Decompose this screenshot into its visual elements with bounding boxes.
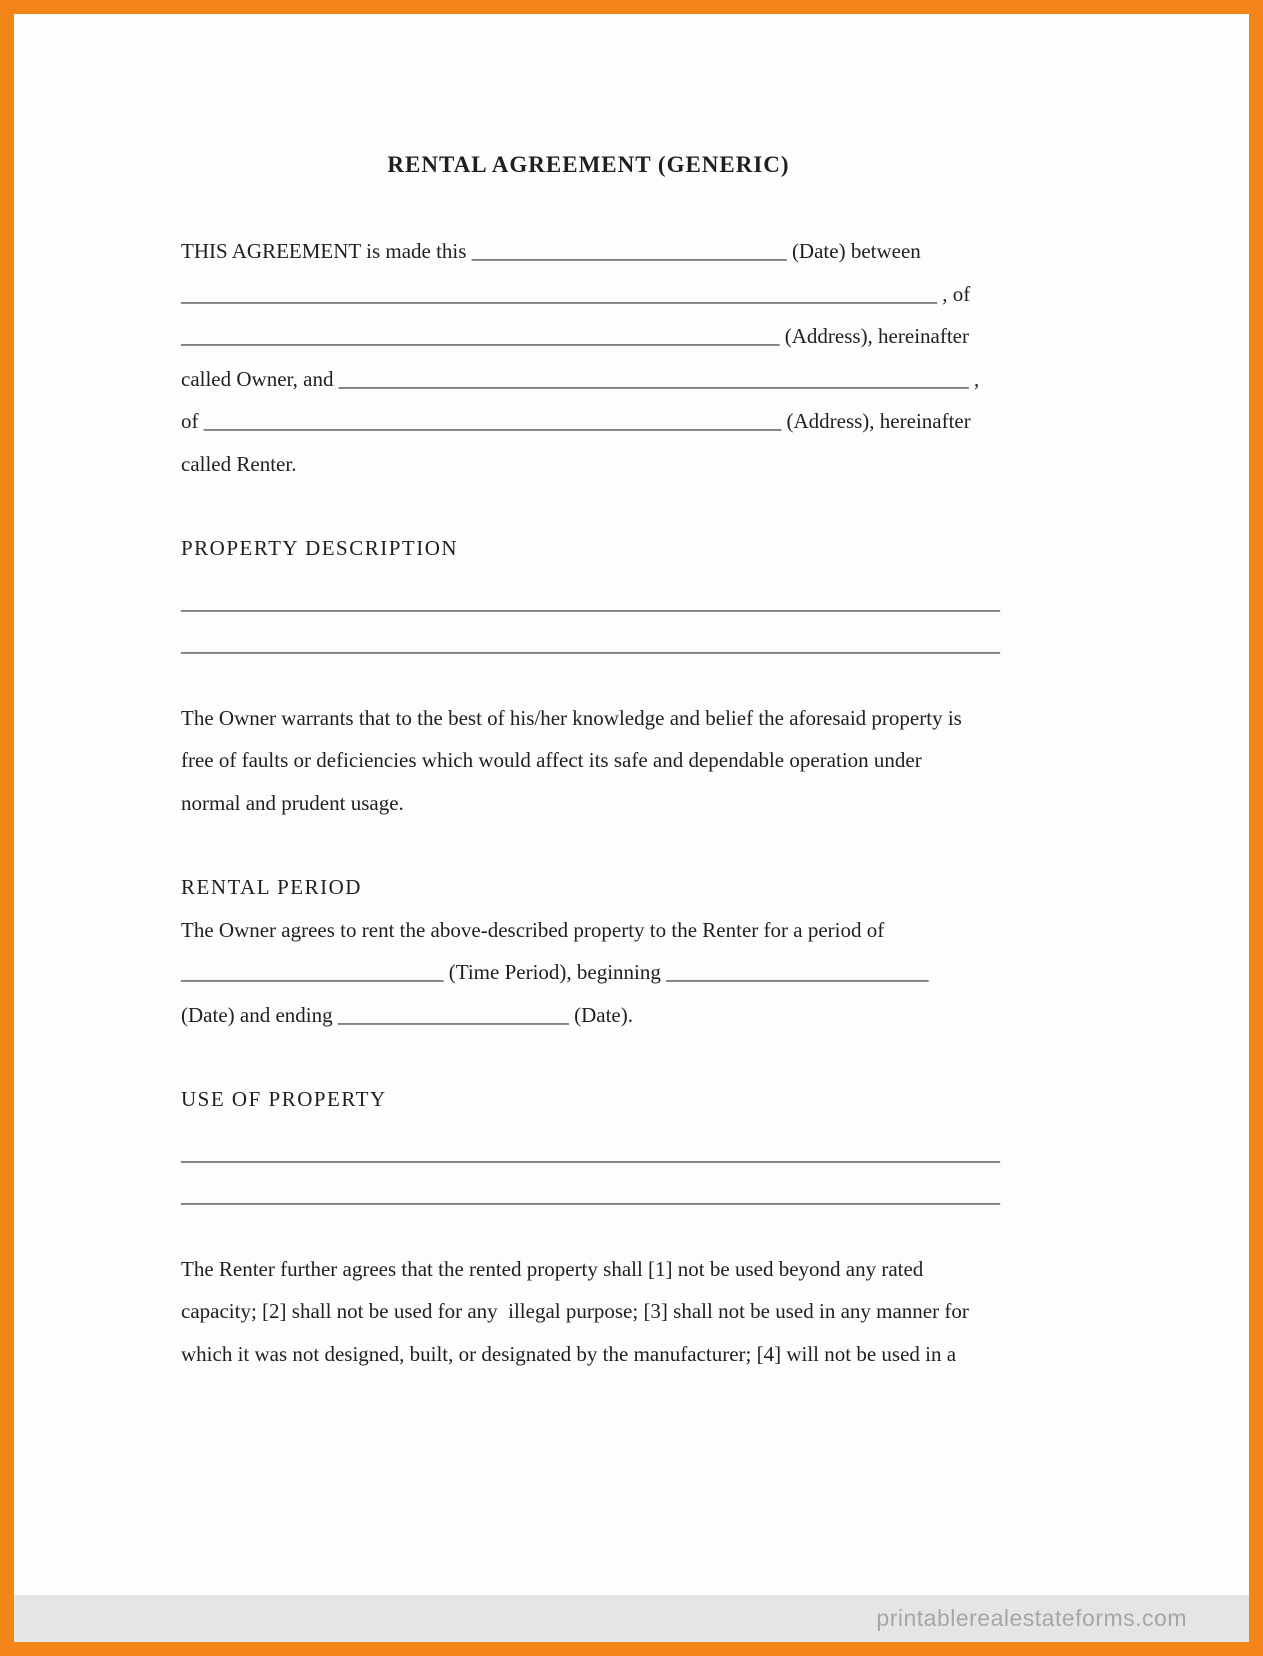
paragraph-line: The Owner warrants that to the best of his/her knowledge and belief the aforesaid property is — [181, 705, 962, 730]
paragraph-line: normal and prudent usage. — [181, 790, 404, 815]
blank-line: ______________________________________________________________________________ — [181, 1140, 1000, 1165]
document-page — [14, 14, 1249, 1642]
intro-line: _________________________________________________________ (Address), hereinafter — [181, 324, 969, 348]
blank-line: ______________________________________________________________________________ — [181, 589, 1000, 614]
intro-line: of _______________________________________________________ (Address), hereinafter — [181, 409, 971, 433]
blank-line: ______________________________________________________________________________ — [181, 632, 1000, 656]
use-restrictions-paragraph — [181, 1248, 996, 1376]
use-of-property-heading: USE OF PROPERTY — [181, 1087, 387, 1111]
intro-line: ________________________________________________________________________ , of — [181, 281, 971, 306]
paragraph-line: which it was not designed, built, or designated by the manufacturer; [4] will not be used in a — [181, 1341, 957, 1366]
use-of-property-blanks — [181, 1132, 1000, 1217]
blank-line: ______________________________________________________________________________ — [181, 1183, 1000, 1207]
intro-section — [181, 230, 996, 485]
use-of-property-section — [181, 1078, 1000, 1375]
rental-period-line: The Owner agrees to rent the above-described property to the Renter for a period of — [181, 917, 885, 942]
footer-site-text: printablerealestateforms.com — [876, 1605, 1187, 1631]
intro-line: THIS AGREEMENT is made this ______________________________ (Date) between — [181, 239, 921, 263]
rental-period-line: (Date) and ending ______________________ (Date). — [181, 1002, 633, 1027]
intro-line: called Owner, and ____________________________________________________________ , — [181, 366, 980, 391]
document-title: RENTAL AGREEMENT (GENERIC) — [387, 152, 790, 177]
footer-bar — [14, 1595, 1249, 1642]
rental-period-section — [181, 866, 996, 1036]
warranty-paragraph — [181, 697, 996, 825]
property-description-section — [181, 527, 1000, 824]
paragraph-line: capacity; [2] shall not be used for any illegal purpose; [3] shall not be used in any manner for — [181, 1299, 969, 1323]
rental-period-heading: RENTAL PERIOD — [181, 875, 362, 899]
paragraph-line: The Renter further agrees that the rented property shall [1] not be used beyond any rated — [181, 1256, 924, 1281]
rental-period-line: _________________________ (Time Period), beginning _________________________ — [181, 960, 929, 984]
document-content — [181, 144, 1000, 1375]
property-description-blanks — [181, 581, 1000, 666]
property-description-heading: PROPERTY DESCRIPTION — [181, 536, 459, 560]
paragraph-line: free of faults or deficiencies which would affect its safe and dependable operation under — [181, 748, 922, 772]
intro-line: called Renter. — [181, 451, 297, 476]
